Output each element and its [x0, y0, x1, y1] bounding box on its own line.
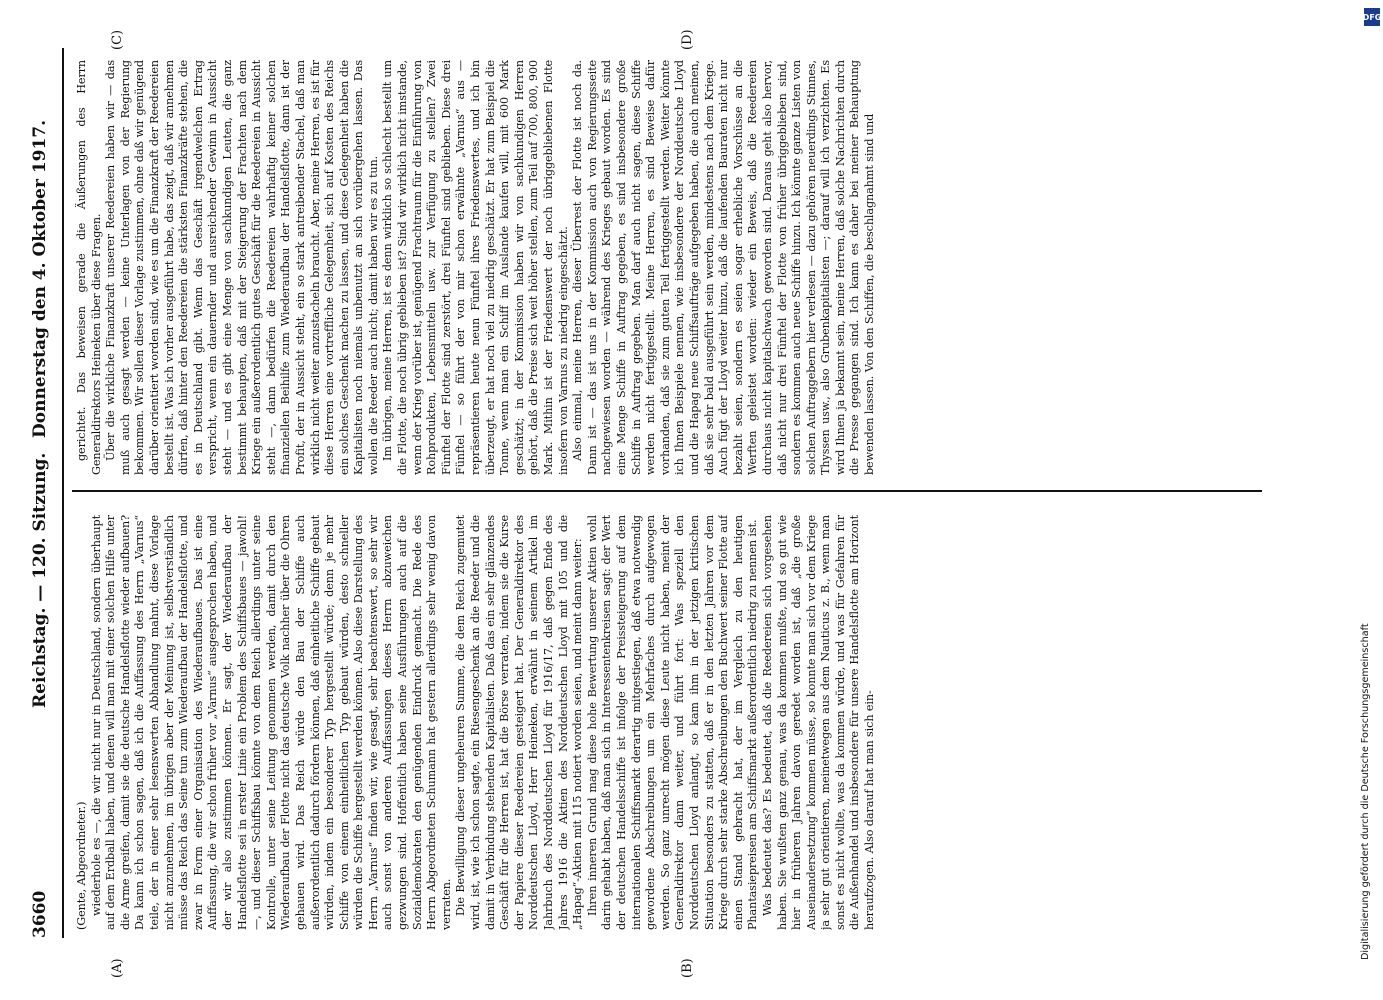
margin-marker-c: (C) [110, 29, 125, 50]
page-header [20, 48, 66, 938]
header-rule [62, 48, 64, 938]
margin-marker-a: (A) [110, 958, 125, 978]
column-divider [72, 491, 1262, 493]
right-paragraph: Also einmal, meine Herren, dieser Überrest der Flotte ist noch da. Dann ist — das ist uns in der Kommission auch von Regierungsseite nachgewiesen worden — während des Krieges gebaut worden. Es sind eine Menge Schiffe in Auftrag gegeben, es sind insbesondere große Schiffe in Auftrag gegeben. Man darf auch nicht sagen, diese Schiffe werden nicht fertiggestellt. Meine Herren, es sind Beweise dafür vorhanden, daß sie zum guten Teil fertiggestellt werden. Weiter könnte ich Ihnen Beispiele nennen, wie insbesondere der Norddeutsche Lloyd und die Hapag neue Schiffsaufträge aufgegeben haben, die auch meinen, daß sie sehr bald ausgeführt sein werden, mindestens nach dem Kriege. Auch fügt der Lloyd weiter hinzu, daß die laufenden Bauraten nicht nur bezahlt seien, sondern es seien sogar erhebliche Vorschüsse an die Werften geleistet worden: wieder ein Beweis, daß die Reedereien durchaus nicht kapitalschwach geworden sind. Daraus geht also hervor, daß nicht nur drei Fünftel der Flotte von früher übriggeblieben sind, sondern es kommen auch neue Schiffe hinzu. Ich könnte ganze Listen von solchen Auftraggebern hier verlesen — dazu gehören neuerdings Stinnes, Thyssen usw., also Grubenkapitalisten —; darauf will ich verzichten. Es wird Ihnen ja bekannt sein, meine Herren, daß solche Nachrichten durch die Presse gegangen sind. Ich kann es daher bei meiner Behauptung bewenden lassen. Von den Schiffen, die beschlagnahmt sind und [571, 60, 877, 475]
header-right-title: Donnerstag den 4. Oktober 1917. [30, 119, 50, 438]
left-paragraph: Was bedeutet das? Es bedeutet, daß die Reedereien sich vorgesehen haben. Sie wußten ganz genau, was da kommen mußte, und so gut wie hier in früheren Jahren davon geredet worden ist, daß „die große Auseinandersetzung“ kommen müsse, so konnte man sich vor dem Kriege ja sehr gut orientieren, meinetwegen aus dem Nauticus z. B., wenn man sonst es nicht wollte, was da kommen würde, und was für Gefahren für die Außenhandel und insbesondere für unsere Handelsflotte am Horizont heraufzogen. Also darauf hat man sich ein- [760, 515, 877, 930]
left-paragraph: wiederhole es —, die wir nicht nur in Deutschland, sondern überhaupt auf dem Erdball haben, und denen will man mit einer solchen Hilfe unter die Arme greifen, damit sie die deutsche Handelsflotte wieder aufbauen? Da kann ich schon sagen, daß ich die Auffassung des Herrn „Varnus“ teile, der in einer sehr lesenswerten Abhandlung mahnt, diese Vorlage nicht anzunehmen, im übrigen aber der Meinung ist, selbstverständlich müsse das Reich das Seine tun zum Wiederaufbau der Handelsflotte, und zwar in Form einer Organisation des Wiederaufbaues. Das ist eine Auffassung, die wir schon früher vor „Varnus“ ausgesprochen haben, und der wir also zustimmen können. Er sagt, der Wiederaufbau der Handelsflotte sei in erster Linie ein Problem des Schiffsbaues — jawohl! —, und dieser Schiffsbau könnte von dem Reich allerdings unter seine Kontrolle, unter seine Leitung genommen werden, damit durch den Wiederaufbau der Flotte nicht das deutsche Volk nachher über die Ohren gehauen wird. Das Reich würde den Bau der Schiffe auch außerordentlich dadurch fördern können, daß einheitliche Schiffe gebaut würden, indem ein besonderer Typ hergestellt würde; denn je mehr Schiffe von einem einheitlichen Typ gebaut würden, desto schneller würden die Schiffe hergestellt werden können. Also diese Darstellung des Herrn „Varnus“ finden wir, wie gesagt, sehr beachtenswert, so sehr wir auch sonst von anderen Auffassungen dieses Herrn abzuweichen gezwungen sind. Hoffentlich haben seine Ausführungen auch auf die Sozialdemokraten den genügenden Eindruck gemacht. Die Rede des Herrn Abgeordneten Schumann hat gestern allerdings sehr wenig davon verraten. [89, 515, 453, 930]
right-text-column [75, 60, 1255, 475]
margin-marker-d: (D) [680, 29, 695, 50]
speaker-label: (Gente, Abgeordneter.) [75, 801, 88, 930]
left-paragraph: Ihren inneren Grund mag diese hohe Bewertung unserer Aktien wohl darin gehabt haben, daß man sich in Interessentenkreisen sagt: der Wert der deutschen Handelsschiffe ist infolge der Preissteigerung auf dem internationalen Schiffsmarkt derartig mitgestiegen, daß etwa notwendig gewordene Abschreibungen um ein Mehrfaches durch aufgewogen werden. So ganz unrecht mögen diese Leute nicht haben, meint der Generaldirektor dann weiter, und führt fort: Was speziell den Norddeutschen Lloyd anlangt, so kam ihm in der jetzigen kritischen Situation besonders zu statten, daß er in den letzten Jahren vor dem Kriege durch sehr starke Abschreibungen den Buchwert seiner Flotte auf einen Stand gebracht hat, der im Vergleich zu den heutigen Phantasiepreisen am Schiffsmarkt außerordentlich niedrig zu nennen ist. [585, 515, 760, 930]
right-paragraph: Über die wirkliche Finanzkraft unserer Reedereien haben wir — das muß auch gesagt werden — keine Unterlagen von der Regierung bekommen. Wir sollen dieser Vorlage zustimmen, ohne daß wir genügend darüber orientiert worden sind, wie es um die Finanzkraft der Reedereien bestellt ist. Was ich vorher ausgeführt habe, das zeigt, daß wir annehmen dürfen, daß hinter den Reedereien die stärksten Finanzkräfte stehen, die es in Deutschland gibt. Wenn das Geschäft irgendwelchen Ertrag verspricht, wenn ein dauernder und ausreichender Gewinn in Aussicht steht — und es gibt eine Menge von sachkundigen Leuten, die ganz bestimmt behaupten, daß mit der Steigerung der Frachten nach dem Kriege ein außerordentlich gutes Geschäft für die Reedereien in Aussicht steht —, dann bedürfen die Reedereien wahrhaftig keiner solchen finanziellen Beihilfe zum Wiederaufbau der Handelsflotte, dann ist der Profit, der in Aussicht steht, ein so stark antreibender Stachel, daß man wirklich nicht weiter anzustacheln braucht. Aber, meine Herren, es ist für diese Herren eine vortreffliche Gelegenheit, sich auf Kosten des Reichs ein solches Geschenk machen zu lassen, und diese Gelegenheit haben die Kapitalisten noch niemals unbenutzt an sich vorübergehen lassen. Das wollen die Reeder auch nicht; damit haben wir es zu tun. [104, 60, 380, 475]
page-number: 3660 [30, 890, 50, 938]
dfg-logo: DFG [1364, 8, 1380, 26]
left-paragraph: Die Bewilligung dieser ungeheuren Summe, die dem Reich zugemutet wird, ist, wie ich schon sagte, ein Riesengeschenk an die Reeder und die damit in Verbindung stehenden Kapitalisten. Daß das ein sehr glänzendes Geschäft für die Herren ist, hat die Börse verraten, indem sie die Kurse der Papiere dieser Reedereien gesteigert hat. Der Generaldirektor des Norddeutschen Lloyd, Herr Heineken, erwähnt in seinem Artikel im Jahrbuch des Norddeutschen Lloyd für 1916/17, daß gegen Ende des Jahres 1916 die Aktien des Norddeutschen Lloyd mit 105 und die „Hapag“-Aktien mit 115 notiert worden seien, und meint dann weiter: [454, 515, 585, 930]
right-paragraph: Im übrigen, meine Herren, ist es denn wirklich so schlecht bestellt um die Flotte, die noch übrig geblieben ist? Sind wir wirklich nicht imstande, wenn der Krieg vorüber ist, genügend Frachtraum für die Einführung von Rohprodukten, Lebensmitteln usw. zur Verfügung zu stellen? Zwei Fünftel der Flotte sind zerstört, drei Fünftel sind geblieben. Diese drei Fünftel — so führt der von mir schon erwähnte „Varnus“ aus — repräsentieren heute neun Fünftel ihres Friedenswertes, und ich bin überzeugt, er hat noch viel zu niedrig geschätzt. Er hat zum Beispiel die Tonne, wenn man ein Schiff im Auslande kaufen will, mit 600 Mark geschätzt; in der Kommission haben wir von sachkundigen Herren gehört, daß die Preise sich weit höher stellen, zum Teil auf 700, 800, 900 Mark. Mithin ist der Friedenswert der noch übriggebliebenen Flotte insofern von Varnus zu niedrig eingeschätzt. [381, 60, 570, 475]
left-text-column [75, 515, 1255, 930]
margin-marker-b: (B) [680, 958, 695, 978]
right-paragraph: gerichtet. Das beweisen gerade die Äußerungen des Herrn Generaldirektors Heineken über diese Fragen. [75, 60, 103, 475]
header-left-title: Reichstag. — 120. Sitzung. [30, 452, 50, 708]
digitization-credit: Digitalisierung gefördert durch die Deutsche Forschungsgemeinschaft [1360, 623, 1371, 960]
